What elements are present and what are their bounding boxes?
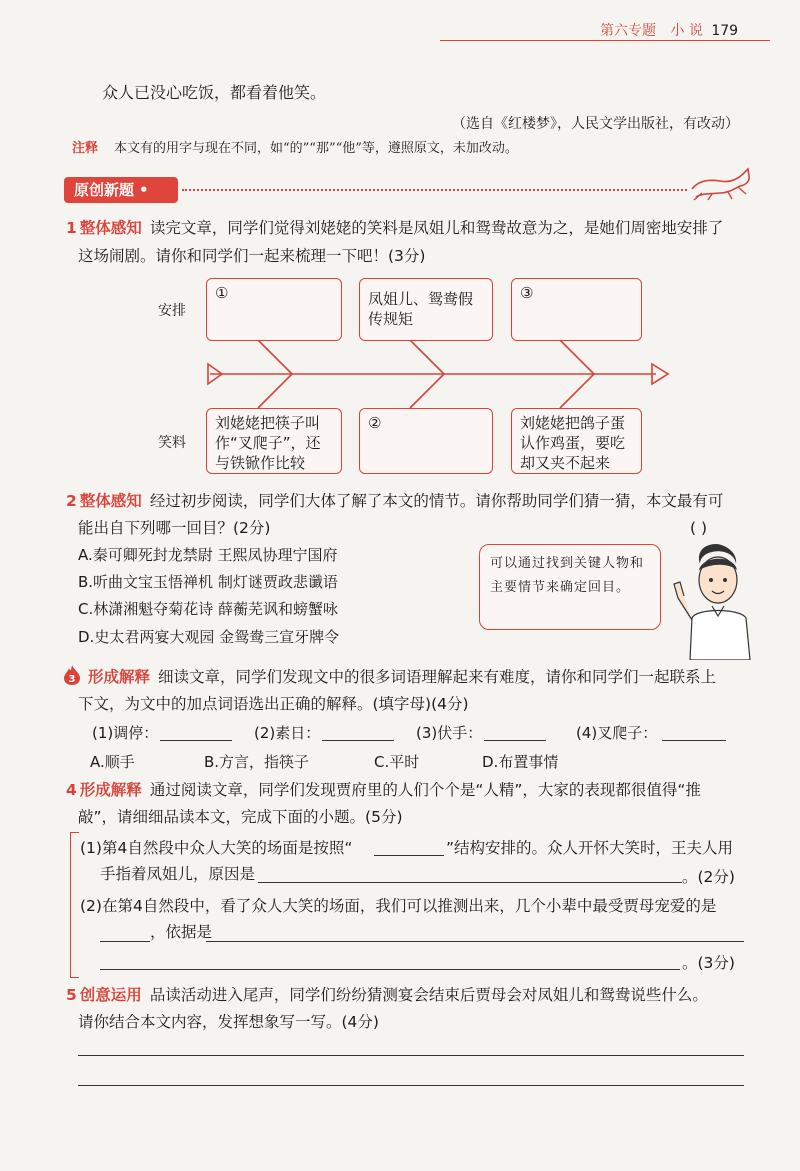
banner-title: 原创新题: [74, 181, 135, 199]
boy-avatar: [672, 540, 762, 660]
section-banner: 原创新题 •: [64, 177, 178, 203]
q4-text-line2: 敲”，请细细品读本文，完成下面的小题。(5分): [78, 808, 403, 826]
q4-blank-structure[interactable]: [374, 855, 444, 856]
q4-sub1-a: (1)第4自然段中众人大笑的场面是按照“: [80, 839, 353, 857]
row-label-arrange: 安排: [158, 303, 186, 319]
section-label: 第六专题: [600, 23, 656, 39]
q2-text-line1: 经过初步阅读，同学们大体了解了本文的情节。请你帮助同学们猜一猜，本文最有可: [149, 492, 724, 510]
svg-text:3: 3: [68, 674, 76, 685]
joke-box-1: 刘姥姥把筷子叫作“叉爬子”，还与铁锨作比较: [206, 408, 342, 474]
joke-box-2[interactable]: ②: [359, 408, 493, 474]
q4-sub2-b: ，依据是: [150, 923, 213, 941]
q4-sub2-a: (2)在第4自然段中，看了众人大笑的场面，我们可以推测出来，几个小辈中最受贾母宠爱的是: [80, 897, 717, 915]
q4-blank-reason[interactable]: [258, 882, 682, 883]
q5-text-line1: 品读活动进入尾声，同学们纷纷猜测宴会结束后贾母会对凤姐儿和鸳鸯说些什么。: [149, 986, 708, 1004]
q3-tag: 形成解释: [88, 668, 151, 686]
q3-blank-2[interactable]: [322, 740, 394, 741]
q2-option-c[interactable]: C.林潇湘魁夺菊花诗 薛蘅芜讽和螃蟹咏: [78, 600, 339, 618]
q3-heading: [88, 666, 716, 688]
q4-text-line1: 通过阅读文章，同学们发现贾府里的人们个个是“人精”，大家的表现都很值得“推: [149, 781, 701, 799]
q3-choice-a: A.顺手: [90, 753, 135, 771]
q4-sub2-end: 。(3分): [682, 954, 735, 972]
header-divider: [440, 40, 770, 41]
arrange-box-1[interactable]: ①: [206, 278, 342, 341]
q2-option-d[interactable]: D.史太君两宴大观园 金鸳鸯三宣牙牌令: [78, 628, 340, 646]
q5-answer-line-2[interactable]: [78, 1085, 744, 1086]
q2-tag: 整体感知: [79, 492, 142, 510]
q4-blank-evidence-2[interactable]: [100, 969, 680, 970]
q5-text-line2: 请你结合本文内容，发挥想象写一写。(4分): [78, 1013, 379, 1031]
q1-text-line2: 这场闹剧。请你和同学们一起来梳理一下吧！(3分): [78, 247, 426, 265]
chapter-label: 小 说: [670, 23, 703, 39]
q4-heading: 4 形成解释 通过阅读文章，同学们发现贾府里的人们个个是“人精”，大家的表现都很值得“推: [66, 781, 701, 799]
note-text: 本文有的用字与现在不同，如“的”“那”“他”等，遵照原文，未加改动。: [114, 141, 518, 156]
q4-subquestion-bracket: [70, 832, 79, 978]
intro-source: （选自《红楼梦》，人民文学出版社，有改动）: [452, 116, 739, 132]
q5-heading: 5 创意运用 品读活动进入尾声，同学们纷纷猜测宴会结束后贾母会对凤姐儿和鸳鸯说些什么。: [66, 986, 708, 1004]
q2-heading: 2 整体感知 经过初步阅读，同学们大体了解了本文的情节。请你帮助同学们猜一猜，本文最有可: [66, 492, 724, 510]
page-header: [600, 20, 738, 40]
q4-tag: 形成解释: [79, 781, 142, 799]
arrange-box-3[interactable]: ③: [511, 278, 642, 341]
hint-bubble: [479, 544, 661, 630]
q2-option-a[interactable]: A.秦可卿死封龙禁尉 王熙凤协理宁国府: [78, 546, 338, 564]
q3-text-line2: 下文，为文中的加点词语选出正确的解释。(填字母)(4分): [78, 695, 469, 713]
q3-item-3: (3)伏手：: [416, 724, 483, 742]
q1-heading: 1 整体感知 读完文章，同学们觉得刘姥姥的笑料是凤姐儿和鸳鸯故意为之，是她们周密地安排了: [66, 219, 724, 237]
q4-sub1-end: 。(2分): [682, 868, 735, 886]
q3-choice-d: D.布置事情: [482, 753, 559, 771]
q3-text-line1: 细读文章，同学们发现文中的很多词语理解起来有难度，请你和同学们一起联系上: [158, 668, 717, 686]
q3-blank-4[interactable]: [662, 740, 726, 741]
q3-item-1: (1)调停：: [92, 724, 159, 742]
q5-answer-line-1[interactable]: [78, 1055, 744, 1056]
q3-blank-1[interactable]: [160, 740, 232, 741]
q4-blank-evidence-1[interactable]: [206, 941, 744, 942]
banner-dotted-line: [182, 189, 687, 191]
q3-blank-3[interactable]: [484, 740, 546, 741]
cat-icon: [688, 167, 754, 201]
fishbone-diagram: [200, 340, 680, 412]
row-label-jokes: 笑料: [158, 435, 186, 451]
note-label: 注释: [72, 141, 99, 156]
q1-tag: 整体感知: [79, 219, 142, 237]
q2-option-b[interactable]: B.听曲文宝玉悟禅机 制灯谜贾政悲谶语: [78, 573, 338, 591]
q4-sub1-b: ”结构安排的。众人开怀大笑时，王夫人用: [446, 839, 734, 857]
q3-item-4: (4)叉爬子：: [576, 724, 658, 742]
q4-blank-favorite[interactable]: [100, 941, 150, 942]
q3-choice-c: C.平时: [374, 753, 420, 771]
hint-text: 可以通过找到关键人物和主要情节来确定回目。: [490, 556, 645, 595]
flame-icon: [62, 664, 82, 686]
intro-line: 众人已没心吃饭，都看着他笑。: [102, 83, 327, 102]
arrange-box-2: 凤姐儿、鸳鸯假传规矩: [359, 278, 493, 341]
joke-box-3: 刘姥姥把鸽子蛋认作鸡蛋，要吃却又夹不起来: [511, 408, 642, 474]
q1-text-line1: 读完文章，同学们觉得刘姥姥的笑料是凤姐儿和鸳鸯故意为之，是她们周密地安排了: [149, 219, 724, 237]
q4-sub1-c: 手指着凤姐儿，原因是: [100, 865, 256, 883]
page-number: 179: [711, 23, 739, 39]
q2-text-line2: 能出自下列哪一回目？(2分): [78, 519, 271, 537]
q2-answer-paren[interactable]: ( ): [690, 519, 708, 537]
q3-choice-b: B.方言，指筷子: [204, 753, 310, 771]
q5-tag: 创意运用: [79, 986, 142, 1004]
q3-item-2: (2)素日：: [254, 724, 321, 742]
